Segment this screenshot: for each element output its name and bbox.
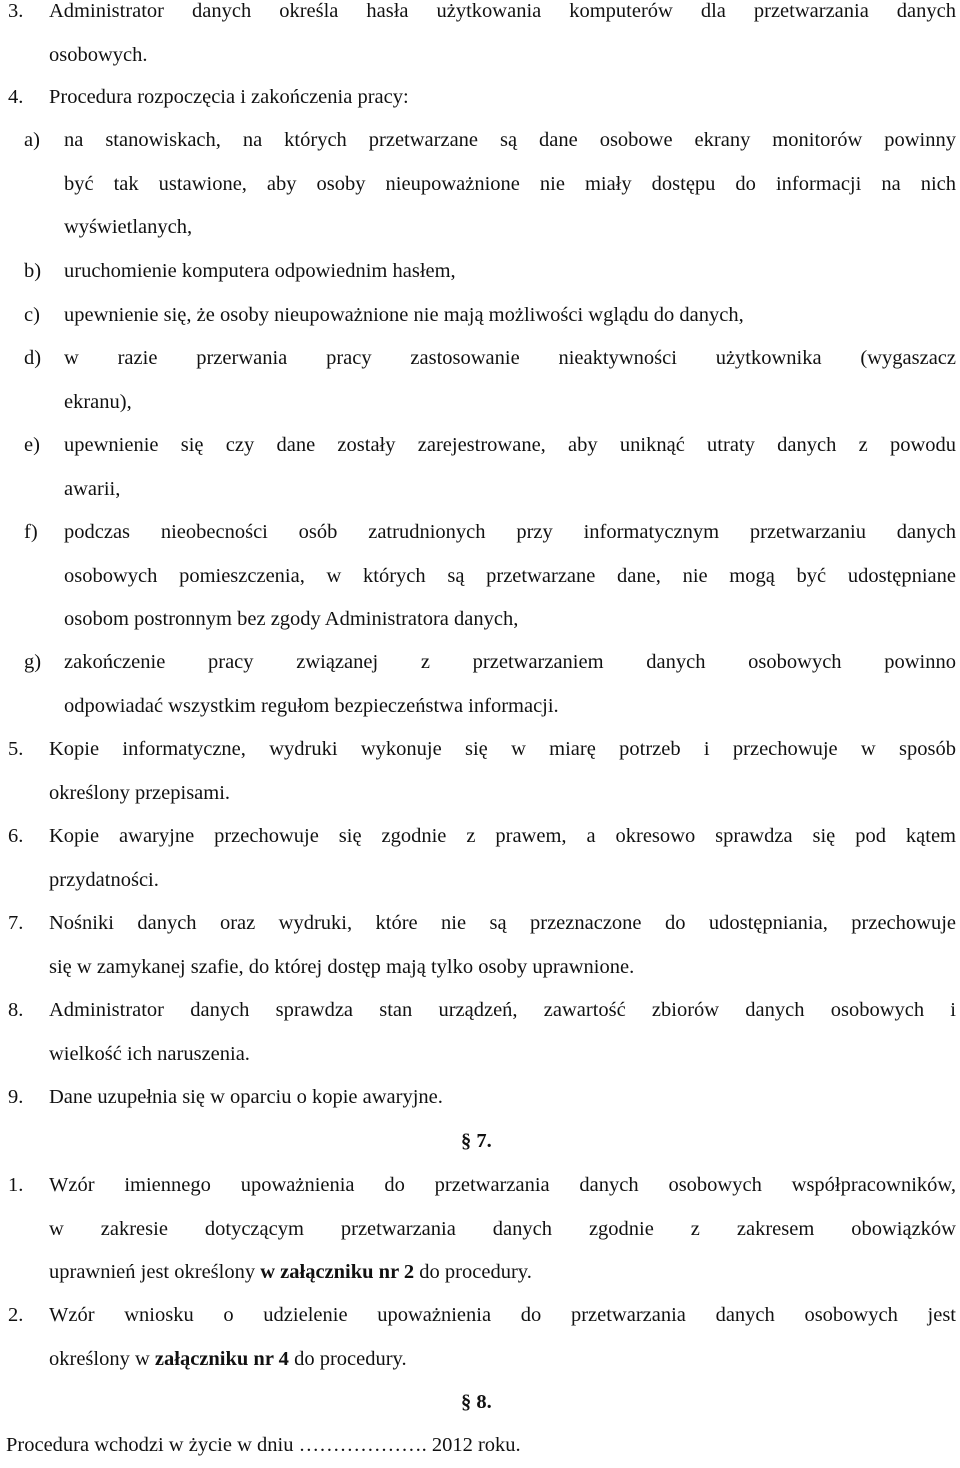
subitem-letter: c) [24,304,40,326]
effective-date-sentence: Procedura wchodzi w życie w dniu ………………. 2012 roku. [6,1434,521,1456]
item-text: Wzór wniosku o udzielenie upoważnienia do przetwarzania danych osobowych jest określony w załączniku nr 4 do procedury. [49,1304,956,1370]
item-text: Administrator danych sprawdza stan urządzeń, zawartość zbiorów danych osobowych i wielkość ich naruszenia. [49,999,956,1065]
subitem-letter: e) [24,434,40,456]
subitem-text: upewnienie się, że osoby nieupoważnione nie mają możliwości wglądu do danych, [64,304,744,326]
item-number: 7. [8,912,24,934]
item-number: 9. [8,1086,24,1108]
item-number: 4. [8,86,24,108]
item-number: 6. [8,825,24,847]
item-text: Administrator danych określa hasła użytkowania komputerów dla przetwarzania danych osobowych. [49,0,956,66]
section-heading-8 [461,1381,492,1425]
item-text: Kopie informatyczne, wydruki wykonuje się w miarę potrzeb i przechowuje w sposób określony przepisami. [49,738,956,804]
subitem-letter: f) [24,521,38,543]
subitem-letter: g) [24,651,42,673]
subitem-text: upewnienie się czy dane zostały zarejestrowane, aby uniknąć utraty danych z powodu awarii, [64,434,956,500]
subitem-text: na stanowiskach, na których przetwarzane są dane osobowe ekrany monitorów powinny być tak ustawione, aby osoby nieupoważnione nie miały dostępu do informacji na nich wyświetlanych, [64,129,956,238]
subitem-text: podczas nieobecności osób zatrudnionych przy informatycznym przetwarzaniu danych osobowych pomieszczenia, w których są przetwarzane dane, nie mogą być udostępniane osobom postronnym bez zgody Administratora danych, [64,521,956,630]
item-number: 8. [8,999,24,1021]
item-text: Wzór imiennego upoważnienia do przetwarzania danych osobowych współpracowników, w zakresie dotyczącym przetwarzania danych zgodnie z zakresem obowiązków uprawnień jest określony w załączniku nr 2 do procedury. [49,1174,956,1283]
section-number: 7. [476,1130,492,1152]
section-symbol: § [461,1391,472,1413]
item-number: 5. [8,738,24,760]
subitem-text: w razie przerwania pracy zastosowanie nieaktywności użytkownika (wygaszacz ekranu), [64,347,956,413]
attachment-reference: w załączniku nr 2 [260,1261,415,1283]
item-text: Kopie awaryjne przechowuje się zgodnie z prawem, a okresowo sprawdza się pod kątem przydatności. [49,825,956,891]
subitem-letter: d) [24,347,42,369]
subitem-letter: a) [24,129,40,151]
item-text: Dane uzupełnia się w oparciu o kopie awaryjne. [49,1086,443,1108]
attachment-reference: załączniku nr 4 [154,1347,289,1370]
section-symbol: § [461,1130,472,1152]
subitem-letter: b) [24,260,42,282]
section-heading-7 [461,1120,492,1164]
item-number: 1. [8,1174,24,1196]
item-number: 2. [8,1304,24,1326]
subitem-text: zakończenie pracy związanej z przetwarzaniem danych osobowych powinno odpowiadać wszystkim regułom bezpieczeństwa informacji. [64,651,956,717]
item-number: 3. [8,0,24,22]
section-number: 8. [476,1391,492,1413]
item-text: Procedura rozpoczęcia i zakończenia pracy: [49,86,409,108]
item-text: Nośniki danych oraz wydruki, które nie są przeznaczone do udostępniania, przechowuje się w zamykanej szafie, do której dostęp mają tylko osoby uprawnione. [49,912,956,978]
subitem-text: uruchomienie komputera odpowiednim hasłem, [64,260,456,282]
